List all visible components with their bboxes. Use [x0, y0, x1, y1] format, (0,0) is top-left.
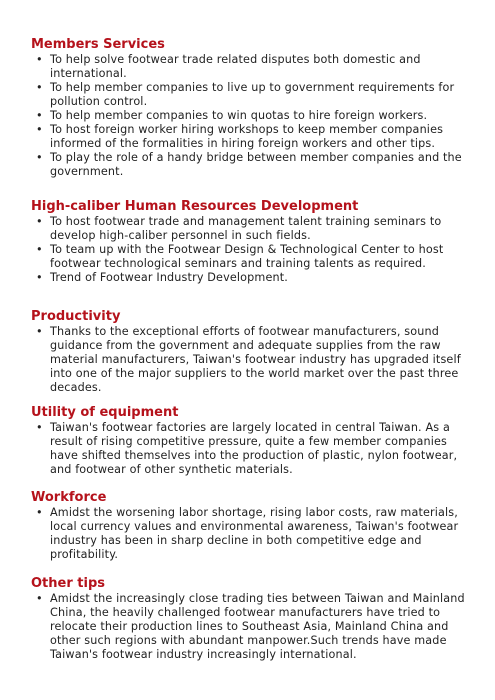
bullet-list	[31, 421, 471, 477]
bullet-icon: •	[36, 81, 43, 94]
list-item-text: To host foreign worker hiring workshops to keep member companies informed of the formalities in hiring foreign workers and other tips.	[50, 123, 444, 150]
list-item-text: To help member companies to win quotas to hire foreign workers.	[50, 109, 428, 122]
bullet-list	[31, 53, 471, 179]
list-item	[31, 325, 471, 395]
list-item-text: Trend of Footwear Industry Development.	[50, 271, 288, 284]
section-heading: Utility of equipment	[31, 405, 179, 420]
section-workforce	[31, 490, 471, 562]
list-item	[31, 53, 471, 81]
section-heading: Productivity	[31, 309, 121, 324]
list-item	[31, 109, 471, 123]
bullet-icon: •	[36, 215, 43, 228]
bullet-icon: •	[36, 506, 43, 519]
list-item	[31, 243, 471, 271]
list-item	[31, 123, 471, 151]
section-productivity	[31, 309, 471, 395]
list-item	[31, 506, 471, 562]
list-item-text: To host footwear trade and management talent training seminars to develop high-caliber personnel in such fields.	[50, 215, 442, 242]
bullet-icon: •	[36, 592, 43, 605]
section-heading: High-caliber Human Resources Development	[31, 199, 359, 214]
section-heading: Members Services	[31, 37, 165, 52]
bullet-icon: •	[36, 109, 43, 122]
list-item	[31, 215, 471, 243]
section-human-resources	[31, 199, 471, 285]
list-item	[31, 81, 471, 109]
list-item-text: To help solve footwear trade related disputes both domestic and international.	[50, 53, 421, 80]
list-item-text: To help member companies to live up to government requirements for pollution control.	[50, 81, 455, 108]
bullet-icon: •	[36, 123, 43, 136]
bullet-icon: •	[36, 421, 43, 434]
list-item	[31, 592, 471, 662]
bullet-icon: •	[36, 243, 43, 256]
list-item	[31, 271, 471, 285]
list-item-text: Amidst the increasingly close trading ties between Taiwan and Mainland China, the heavily challenged footwear manufacturers have tried to relocate their production lines to Southeast Asia, Mainland China and other such regions with abundant manpower.Such trends have made Taiwan's footwear industry increasingly international.	[50, 592, 465, 661]
section-heading: Workforce	[31, 490, 107, 505]
section-utility-of-equipment	[31, 405, 471, 477]
bullet-list	[31, 506, 471, 562]
bullet-icon: •	[36, 325, 43, 338]
list-item	[31, 151, 471, 179]
section-other-tips	[31, 576, 471, 662]
section-members-services	[31, 37, 471, 179]
list-item-text: Taiwan's footwear factories are largely located in central Taiwan. As a result of rising competitive pressure, quite a few member companies have shifted themselves into the production of plastic, nylon footwear, and footwear of other synthetic materials.	[50, 421, 458, 476]
list-item	[31, 421, 471, 477]
bullet-icon: •	[36, 151, 43, 164]
list-item-text: To team up with the Footwear Design & Technological Center to host footwear technological seminars and training talents as required.	[50, 243, 444, 270]
bullet-icon: •	[36, 53, 43, 66]
list-item-text: Thanks to the exceptional efforts of footwear manufacturers, sound guidance from the government and adequate supplies from the raw material manufacturers, Taiwan's footwear industry has upgraded itself into one of the major suppliers to the world market over the past three decades.	[50, 325, 461, 394]
bullet-icon: •	[36, 271, 43, 284]
list-item-text: To play the role of a handy bridge between member companies and the government.	[50, 151, 462, 178]
bullet-list	[31, 592, 471, 662]
section-heading: Other tips	[31, 576, 105, 591]
list-item-text: Amidst the worsening labor shortage, rising labor costs, raw materials, local currency values and environmental awareness, Taiwan's footwear industry has been in sharp decline in both competitive edge and profitability.	[50, 506, 459, 561]
bullet-list	[31, 215, 471, 285]
bullet-list	[31, 325, 471, 395]
